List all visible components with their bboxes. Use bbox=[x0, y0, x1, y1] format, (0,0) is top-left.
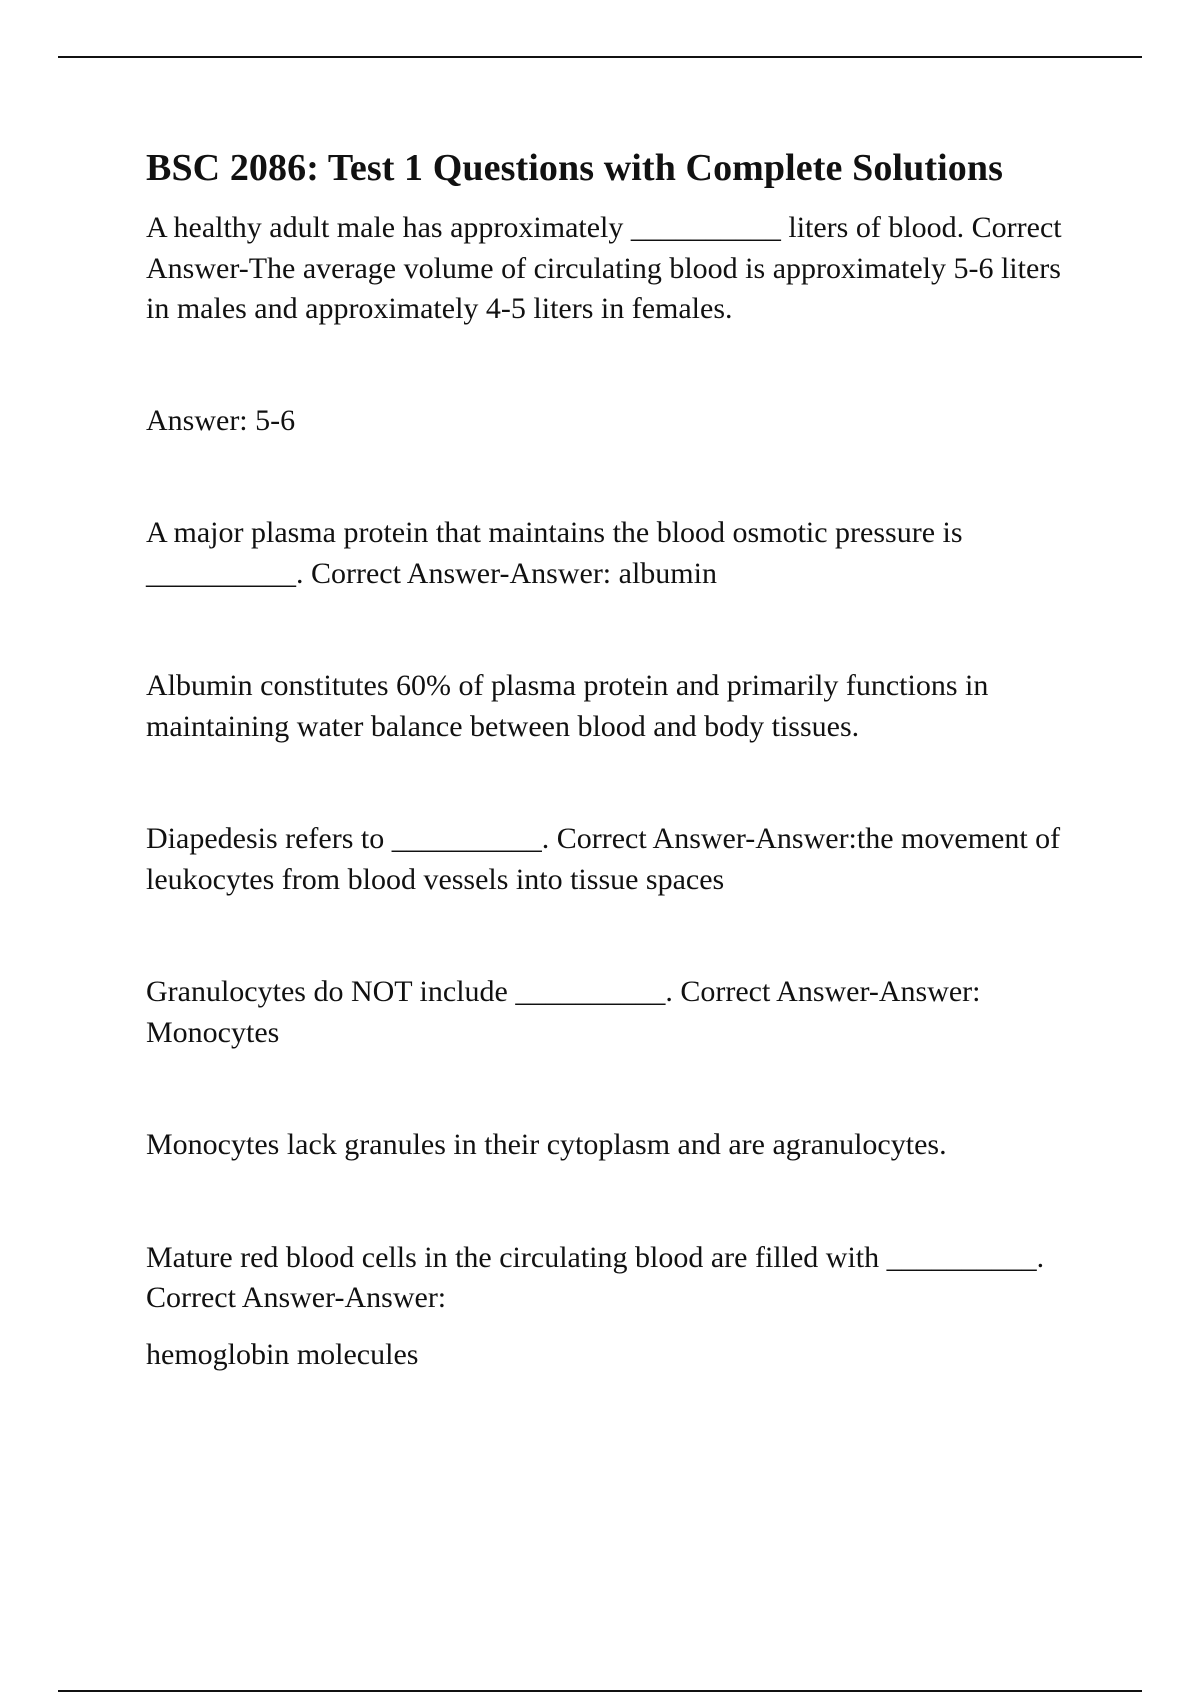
header-rule bbox=[58, 56, 1142, 58]
footer-rule bbox=[58, 1690, 1142, 1692]
question-diapedesis: Diapedesis refers to __________. Correct Answer-Answer:the movement of leukocytes from blood vessels into tissue spaces bbox=[146, 822, 1061, 896]
question-granulocytes: Granulocytes do NOT include __________. Correct Answer-Answer: Monocytes bbox=[146, 975, 981, 1049]
note-albumin: Albumin constitutes 60% of plasma protein and primarily functions in maintaining water balance between blood and body tissues. bbox=[146, 669, 989, 743]
note-monocytes: Monocytes lack granules in their cytoplasm and are agranulocytes. bbox=[146, 1128, 947, 1161]
answer-red-blood-cells: hemoglobin molecules bbox=[146, 1337, 419, 1371]
document-body bbox=[146, 144, 1076, 1375]
question-blood-volume: A healthy adult male has approximately __________ liters of blood. Correct Answer-The average volume of circulating blood is approximately 5-6 liters in males and approximately 4-5 liters in females. bbox=[146, 211, 1062, 325]
document-title: BSC 2086: Test 1 Questions with Complete Solutions bbox=[146, 147, 1003, 189]
question-red-blood-cells: Mature red blood cells in the circulating blood are filled with __________. Correct Answer-Answer: bbox=[146, 1240, 1045, 1314]
answer-blood-volume: Answer: 5-6 bbox=[146, 403, 296, 437]
question-plasma-protein: A major plasma protein that maintains the blood osmotic pressure is __________. Correct Answer-Answer: albumin bbox=[146, 516, 963, 590]
